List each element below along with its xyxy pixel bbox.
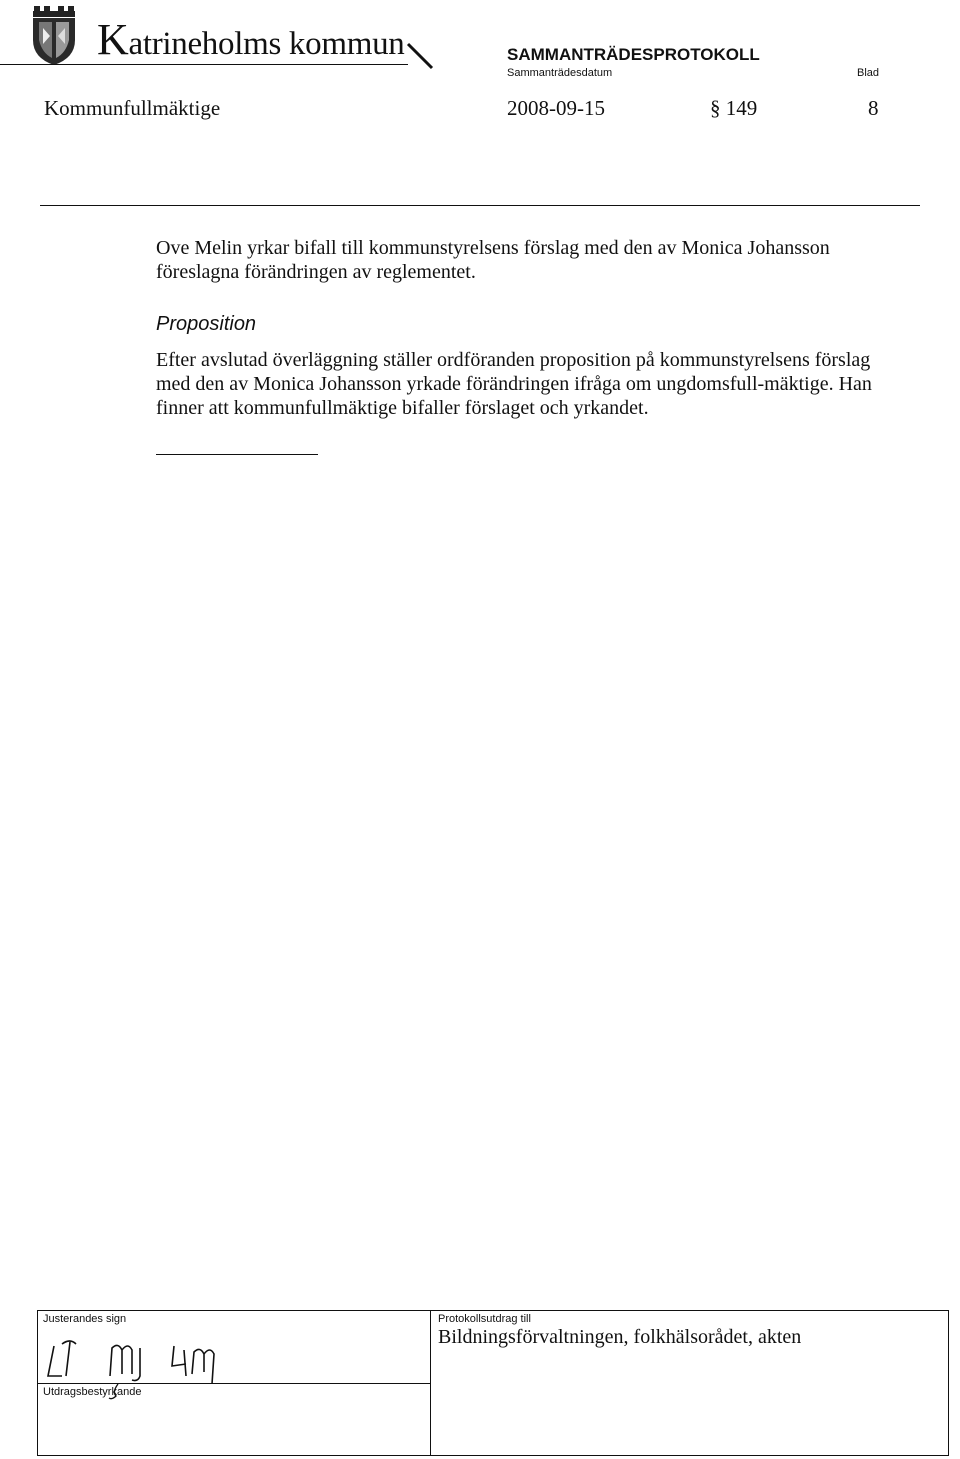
extract-recipients: Bildningsförvaltningen, folkhälsorådet, akten (438, 1326, 802, 1348)
attestation-mark (108, 1382, 120, 1400)
signature-label: Justerandes sign (43, 1313, 127, 1325)
paragraph-number: § 149 (710, 96, 758, 120)
organization-name-initial: K (97, 15, 129, 64)
body-name: Kommunfullmäktige (44, 96, 221, 120)
organization-name (97, 15, 405, 64)
organization-name-rest: atrineholms kommun (128, 26, 405, 62)
meeting-date-label: Sammanträdesdatum (507, 67, 613, 79)
document-type: SAMMANTRÄDESPROTOKOLL (507, 45, 760, 64)
section-end-rule (156, 454, 318, 455)
page-number: 8 (868, 96, 879, 120)
header-divider (40, 205, 920, 206)
proposition-paragraph: Efter avslutad överläggning ställer ordföranden proposition på kommunstyrelsens förslag med den av Monica Johansson yrkade förändringen ifråga om ungdomsfull-mäktige. Han finner att kommunfullmäktige bifaller förslaget och yrkandet. (156, 349, 872, 419)
page-label: Blad (857, 67, 880, 79)
header-rule (0, 64, 408, 65)
section-heading: Proposition (156, 313, 257, 335)
header-slash-mark (398, 42, 438, 72)
motion-paragraph: Ove Melin yrkar bifall till kommunstyrelsens förslag med den av Monica Johansson föreslagna förändringen av reglementet. (156, 237, 830, 283)
extract-recipients-label: Protokollsutdrag till (438, 1313, 531, 1325)
meeting-date: 2008-09-15 (507, 96, 605, 120)
coat-of-arms-icon (30, 6, 78, 66)
attested-label: Utdragsbestyrkande (43, 1386, 142, 1398)
handwritten-initials (40, 1328, 230, 1384)
